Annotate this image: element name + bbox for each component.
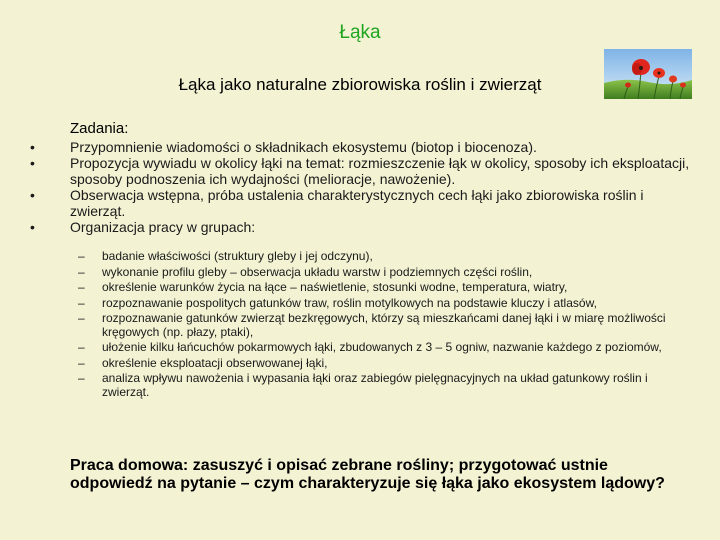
- task-text: Obserwacja wstępna, próba ustalenia charakterystycznych cech łąki jako zbiorowiska roślin i zwierząt.: [70, 187, 644, 219]
- tasks-heading: Zadania:: [70, 120, 129, 137]
- subtask-text: rozpoznawanie gatunków zwierząt bezkręgowych, którzy są mieszkańcami danej łąki i w miarę możliwości kręgowych (np. płazy, ptaki),: [102, 311, 666, 339]
- dash: –: [78, 340, 85, 354]
- list-item: [0, 139, 690, 155]
- subtask-text: wykonanie profilu gleby – obserwacja układu warstw i podziemnych części roślin,: [102, 264, 533, 279]
- list-item: [0, 187, 690, 219]
- list-item: [0, 357, 690, 371]
- list-item: [0, 297, 690, 311]
- subtask-text: ułożenie kilku łańcuchów pokarmowych łąki, zbudowanych z 3 – 5 ogniw, nazwanie każdego z poziomów,: [102, 340, 662, 354]
- slide-title: Łąka: [339, 22, 381, 43]
- dash: –: [78, 371, 85, 385]
- task-text: Propozycja wywiadu w okolicy łąki na temat: rozmieszczenie łąk w okolicy, sposoby ich eksploatacji, sposoby podnoszenia ich wydajności (melioracje, nawożenie).: [70, 155, 690, 187]
- dash: –: [78, 249, 85, 263]
- poppy-meadow-image: [604, 49, 692, 99]
- subtask-text: rozpoznawanie pospolitych gatunków traw, roślin motylkowych na podstawie kluczy i atlasów,: [102, 295, 597, 310]
- tasks-list: [0, 139, 690, 235]
- list-item: [0, 219, 690, 235]
- subtask-text: określenie eksploatacji obserwowanej łąki,: [102, 355, 328, 370]
- list-item: [0, 266, 690, 280]
- dash: –: [78, 280, 85, 294]
- list-item: [0, 312, 690, 339]
- list-item: [0, 155, 690, 187]
- subtask-text: określenie warunków życia na łące – naświetlenie, stosunki wodne, temperatura, wiatry,: [102, 280, 568, 294]
- slide-subtitle: Łąka jako naturalne zbiorowiska roślin i zwierząt: [178, 75, 542, 94]
- bullet: •: [30, 139, 35, 155]
- dash: –: [78, 295, 85, 310]
- list-item: [0, 372, 690, 399]
- task-text: Przypomnienie wiadomości o składnikach ekosystemu (biotop i biocenoza).: [70, 139, 537, 155]
- dash: –: [78, 264, 85, 279]
- subtask-text: badanie właściwości (struktury gleby i jej odczynu),: [102, 249, 373, 263]
- group-work-list: [0, 250, 690, 401]
- bullet: •: [30, 219, 35, 235]
- task-text: Organizacja pracy w grupach:: [70, 219, 256, 235]
- bullet: •: [30, 155, 35, 171]
- bullet: •: [30, 187, 35, 203]
- list-item: [0, 341, 690, 355]
- subtask-text: analiza wpływu nawożenia i wypasania łąki oraz zabiegów pielęgnacyjnych na układ gatunkowy roślin i zwierząt.: [102, 371, 648, 399]
- list-item: [0, 250, 690, 264]
- list-item: [0, 281, 690, 295]
- dash: –: [78, 311, 85, 325]
- homework-text: Praca domowa: zasuszyć i opisać zebrane rośliny; przygotować ustnie odpowiedź na pytanie – czym charakteryzuje się łąka jako ekosystem lądowy?: [70, 457, 665, 492]
- dash: –: [78, 355, 85, 370]
